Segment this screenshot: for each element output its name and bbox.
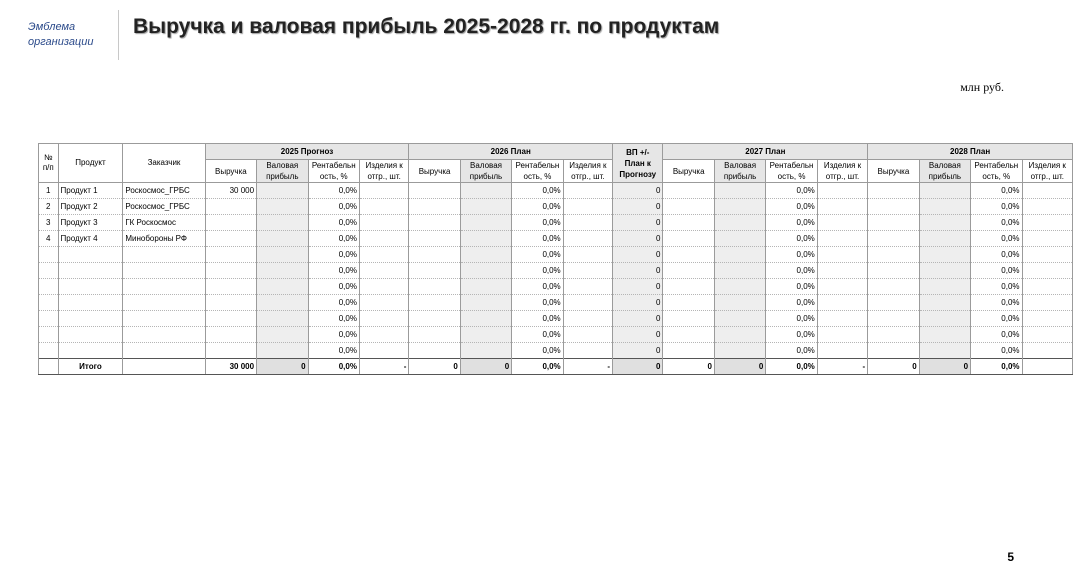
row-gross-2025 [257,311,308,327]
row-items-2027 [817,215,867,231]
row-items-2028 [1022,311,1072,327]
row-profit-2027: 0,0% [766,311,817,327]
sub-header-profit-2026: Рентабельн ость, % [512,160,563,183]
row-revenue-2027 [663,327,714,343]
row-revenue-2025 [205,231,256,247]
row-items-2027 [817,343,867,359]
row-profit-2026: 0,0% [512,295,563,311]
row-revenue-2026 [409,231,460,247]
table-row [39,183,1073,199]
row-customer [123,279,205,295]
row-revenue-2028 [868,263,919,279]
row-gross-2027 [714,311,765,327]
row-profit-2026: 0,0% [512,231,563,247]
row-revenue-2026 [409,183,460,199]
row-product [58,311,123,327]
row-vp: 0 [613,343,663,359]
row-vp: 0 [613,311,663,327]
row-items-2027 [817,279,867,295]
row-profit-2026: 0,0% [512,343,563,359]
row-num: 1 [39,183,59,199]
row-vp: 0 [613,183,663,199]
row-profit-2025: 0,0% [308,343,359,359]
row-revenue-2027 [663,215,714,231]
row-gross-2027 [714,263,765,279]
sub-header-revenue-2025: Выручка [205,160,256,183]
sub-header-revenue-2028: Выручка [868,160,919,183]
row-gross-2028 [919,311,970,327]
row-profit-2027: 0,0% [766,247,817,263]
row-profit-2026: 0,0% [512,279,563,295]
row-profit-2026: 0,0% [512,183,563,199]
row-revenue-2028 [868,327,919,343]
row-profit-2028: 0,0% [971,327,1022,343]
sub-header-profit-2025: Рентабельн ость, % [308,160,359,183]
row-profit-2028: 0,0% [971,199,1022,215]
group-header-2027: 2027 План [663,144,868,160]
row-revenue-2026 [409,311,460,327]
row-revenue-2025 [205,263,256,279]
group-header-2025: 2025 Прогноз [205,144,409,160]
row-gross-2025 [257,263,308,279]
row-num [39,279,59,295]
total-gross-2028: 0 [919,359,970,375]
row-num [39,343,59,359]
row-items-2027 [817,263,867,279]
total-vp: 0 [613,359,663,375]
row-gross-2026 [460,327,511,343]
row-gross-2025 [257,215,308,231]
row-profit-2028: 0,0% [971,311,1022,327]
row-items-2025 [359,279,408,295]
total-profit-2026: 0,0% [512,359,563,375]
row-vp: 0 [613,247,663,263]
row-items-2025 [359,311,408,327]
row-num: 4 [39,231,59,247]
row-items-2026 [563,279,612,295]
row-items-2025 [359,199,408,215]
row-revenue-2028 [868,215,919,231]
total-items-2028 [1022,359,1072,375]
row-profit-2028: 0,0% [971,279,1022,295]
row-profit-2025: 0,0% [308,295,359,311]
row-product [58,279,123,295]
row-gross-2027 [714,279,765,295]
table-row [39,247,1073,263]
units-label: млн руб. [960,80,1004,94]
total-profit-2027: 0,0% [766,359,817,375]
row-profit-2028: 0,0% [971,247,1022,263]
emblem-line-2: организации [28,36,94,48]
row-gross-2028 [919,199,970,215]
row-items-2025 [359,247,408,263]
revenue-table [38,143,1073,375]
row-revenue-2026 [409,327,460,343]
row-items-2026 [563,295,612,311]
row-items-2027 [817,295,867,311]
row-customer [123,263,205,279]
row-gross-2026 [460,263,511,279]
row-profit-2025: 0,0% [308,231,359,247]
total-customer [123,359,205,375]
row-revenue-2027 [663,343,714,359]
row-revenue-2028 [868,295,919,311]
row-customer [123,311,205,327]
row-profit-2025: 0,0% [308,199,359,215]
row-gross-2028 [919,327,970,343]
row-revenue-2025 [205,327,256,343]
row-profit-2025: 0,0% [308,279,359,295]
row-product: Продукт 1 [58,183,123,199]
row-revenue-2028 [868,199,919,215]
total-gross-2027: 0 [714,359,765,375]
row-gross-2028 [919,247,970,263]
row-gross-2025 [257,231,308,247]
page-title: Выручка и валовая прибыль 2025-2028 гг. по продуктам [133,15,720,38]
row-gross-2026 [460,199,511,215]
row-items-2026 [563,215,612,231]
row-items-2025 [359,215,408,231]
row-revenue-2025 [205,295,256,311]
row-profit-2027: 0,0% [766,343,817,359]
row-items-2026 [563,231,612,247]
revenue-table-container [38,143,1066,383]
row-customer [123,295,205,311]
row-product [58,263,123,279]
row-revenue-2025 [205,199,256,215]
row-profit-2025: 0,0% [308,327,359,343]
row-vp: 0 [613,279,663,295]
row-profit-2026: 0,0% [512,199,563,215]
row-profit-2027: 0,0% [766,295,817,311]
row-items-2028 [1022,247,1072,263]
row-vp: 0 [613,199,663,215]
row-gross-2027 [714,183,765,199]
row-gross-2027 [714,327,765,343]
total-items-2026: - [563,359,612,375]
row-revenue-2026 [409,199,460,215]
row-items-2025 [359,327,408,343]
header-divider [118,10,119,60]
table-row [39,311,1073,327]
row-items-2025 [359,183,408,199]
row-profit-2026: 0,0% [512,247,563,263]
row-revenue-2026 [409,263,460,279]
row-gross-2026 [460,343,511,359]
row-gross-2028 [919,263,970,279]
row-gross-2028 [919,295,970,311]
sub-header-profit-2028: Рентабельн ость, % [971,160,1022,183]
row-profit-2028: 0,0% [971,263,1022,279]
table-row [39,199,1073,215]
row-profit-2028: 0,0% [971,343,1022,359]
row-revenue-2025 [205,247,256,263]
total-revenue-2026: 0 [409,359,460,375]
row-items-2026 [563,247,612,263]
page-number: 5 [1007,550,1014,564]
sub-header-items-2025: Изделия к отгр., шт. [359,160,408,183]
table-row [39,327,1073,343]
row-profit-2026: 0,0% [512,327,563,343]
table-row [39,215,1073,231]
row-vp: 0 [613,215,663,231]
row-customer: ГК Роскосмос [123,215,205,231]
table-body [39,183,1073,359]
row-customer: Роскосмос_ГРБС [123,199,205,215]
row-items-2026 [563,343,612,359]
row-vp: 0 [613,327,663,343]
row-profit-2028: 0,0% [971,295,1022,311]
row-items-2025 [359,295,408,311]
row-vp: 0 [613,231,663,247]
total-revenue-2027: 0 [663,359,714,375]
row-revenue-2027 [663,247,714,263]
row-profit-2027: 0,0% [766,215,817,231]
row-gross-2026 [460,247,511,263]
row-gross-2025 [257,183,308,199]
total-profit-2025: 0,0% [308,359,359,375]
row-revenue-2026 [409,295,460,311]
row-num [39,263,59,279]
row-revenue-2027 [663,199,714,215]
row-revenue-2028 [868,343,919,359]
row-num: 3 [39,215,59,231]
row-gross-2025 [257,327,308,343]
row-items-2028 [1022,215,1072,231]
row-items-2028 [1022,295,1072,311]
row-items-2028 [1022,279,1072,295]
row-items-2028 [1022,263,1072,279]
sub-header-revenue-2027: Выручка [663,160,714,183]
row-items-2026 [563,327,612,343]
total-num [39,359,59,375]
row-items-2026 [563,199,612,215]
row-profit-2025: 0,0% [308,247,359,263]
row-product: Продукт 2 [58,199,123,215]
row-revenue-2028 [868,183,919,199]
total-revenue-2028: 0 [868,359,919,375]
row-profit-2027: 0,0% [766,279,817,295]
row-gross-2027 [714,343,765,359]
row-items-2027 [817,327,867,343]
table-row [39,263,1073,279]
row-vp: 0 [613,295,663,311]
total-items-2025: - [359,359,408,375]
row-items-2028 [1022,183,1072,199]
total-profit-2028: 0,0% [971,359,1022,375]
row-items-2026 [563,311,612,327]
row-product: Продукт 4 [58,231,123,247]
sub-header-gross-2025: Валовая прибыль [257,160,308,183]
row-revenue-2025 [205,215,256,231]
row-items-2026 [563,263,612,279]
sub-header-revenue-2026: Выручка [409,160,460,183]
group-header-2026: 2026 План [409,144,613,160]
row-profit-2027: 0,0% [766,199,817,215]
row-num [39,295,59,311]
row-revenue-2028 [868,311,919,327]
total-gross-2025: 0 [257,359,308,375]
row-revenue-2027 [663,311,714,327]
total-revenue-2025: 30 000 [205,359,256,375]
row-gross-2026 [460,183,511,199]
sub-header-items-2028: Изделия к отгр., шт. [1022,160,1072,183]
row-revenue-2027 [663,183,714,199]
row-profit-2026: 0,0% [512,311,563,327]
row-revenue-2028 [868,231,919,247]
table-row [39,295,1073,311]
row-items-2027 [817,311,867,327]
row-gross-2025 [257,343,308,359]
row-num [39,247,59,263]
row-product [58,295,123,311]
row-revenue-2028 [868,247,919,263]
row-revenue-2025: 30 000 [205,183,256,199]
sub-header-gross-2026: Валовая прибыль [460,160,511,183]
row-items-2025 [359,263,408,279]
row-revenue-2027 [663,263,714,279]
row-items-2028 [1022,231,1072,247]
table-row [39,231,1073,247]
row-profit-2028: 0,0% [971,215,1022,231]
row-gross-2027 [714,215,765,231]
table-total-row [39,359,1073,375]
row-profit-2026: 0,0% [512,263,563,279]
col-header-customer: Заказчик [123,144,205,183]
row-items-2027 [817,231,867,247]
row-profit-2027: 0,0% [766,327,817,343]
row-gross-2025 [257,295,308,311]
row-profit-2027: 0,0% [766,263,817,279]
sub-header-gross-2027: Валовая прибыль [714,160,765,183]
row-profit-2028: 0,0% [971,231,1022,247]
row-gross-2028 [919,183,970,199]
col-header-num: № п/п [39,144,59,183]
row-gross-2026 [460,295,511,311]
row-profit-2027: 0,0% [766,231,817,247]
row-gross-2026 [460,311,511,327]
table-row [39,279,1073,295]
row-customer: Роскосмос_ГРБС [123,183,205,199]
row-customer [123,247,205,263]
organization-emblem [28,20,123,50]
row-profit-2026: 0,0% [512,215,563,231]
row-gross-2028 [919,215,970,231]
row-revenue-2026 [409,247,460,263]
row-gross-2028 [919,343,970,359]
row-revenue-2027 [663,231,714,247]
row-profit-2025: 0,0% [308,215,359,231]
row-revenue-2026 [409,279,460,295]
row-revenue-2026 [409,215,460,231]
row-profit-2027: 0,0% [766,183,817,199]
row-vp: 0 [613,263,663,279]
row-product: Продукт 3 [58,215,123,231]
row-customer [123,327,205,343]
group-header-2028: 2028 План [868,144,1073,160]
row-revenue-2025 [205,311,256,327]
col-header-vp: ВП +/- План к Прогнозу [613,144,663,183]
emblem-line-1: Эмблема [28,21,76,33]
row-product [58,343,123,359]
row-num [39,311,59,327]
row-gross-2026 [460,231,511,247]
row-items-2025 [359,231,408,247]
row-num: 2 [39,199,59,215]
row-gross-2026 [460,215,511,231]
row-customer: Минобороны РФ [123,231,205,247]
row-gross-2025 [257,199,308,215]
row-items-2028 [1022,327,1072,343]
row-items-2028 [1022,343,1072,359]
sub-header-items-2026: Изделия к отгр., шт. [563,160,612,183]
row-items-2026 [563,183,612,199]
row-customer [123,343,205,359]
row-gross-2027 [714,247,765,263]
total-items-2027: - [817,359,867,375]
table-row [39,343,1073,359]
total-label: Итого [58,359,123,375]
row-gross-2026 [460,279,511,295]
row-gross-2028 [919,231,970,247]
row-items-2028 [1022,199,1072,215]
sub-header-gross-2028: Валовая прибыль [919,160,970,183]
col-header-product: Продукт [58,144,123,183]
row-revenue-2028 [868,279,919,295]
row-gross-2028 [919,279,970,295]
row-num [39,327,59,343]
row-profit-2025: 0,0% [308,263,359,279]
row-revenue-2027 [663,279,714,295]
row-gross-2027 [714,295,765,311]
row-profit-2025: 0,0% [308,311,359,327]
row-product [58,327,123,343]
row-items-2027 [817,247,867,263]
row-product [58,247,123,263]
row-gross-2027 [714,231,765,247]
row-profit-2028: 0,0% [971,183,1022,199]
row-gross-2025 [257,247,308,263]
row-revenue-2025 [205,343,256,359]
row-profit-2025: 0,0% [308,183,359,199]
row-revenue-2027 [663,295,714,311]
row-items-2025 [359,343,408,359]
row-gross-2027 [714,199,765,215]
row-items-2027 [817,199,867,215]
row-items-2027 [817,183,867,199]
row-revenue-2026 [409,343,460,359]
sub-header-profit-2027: Рентабельн ость, % [766,160,817,183]
row-revenue-2025 [205,279,256,295]
total-gross-2026: 0 [460,359,511,375]
row-gross-2025 [257,279,308,295]
sub-header-items-2027: Изделия к отгр., шт. [817,160,867,183]
